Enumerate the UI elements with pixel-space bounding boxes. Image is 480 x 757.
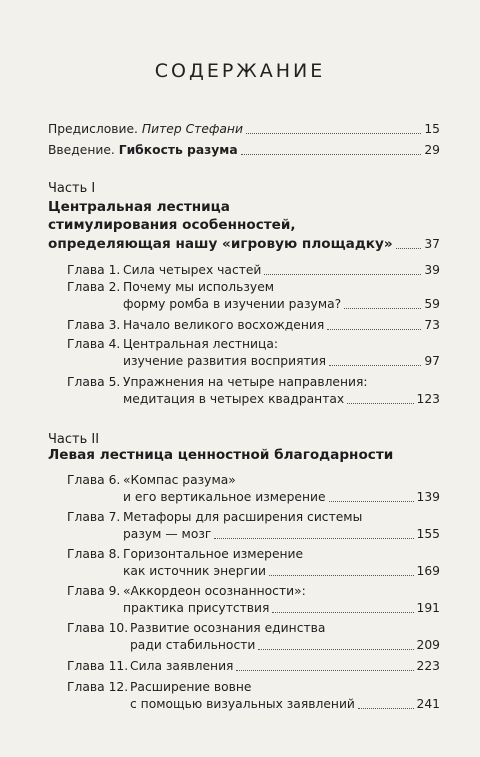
- chapter-number: Глава 4.: [67, 337, 121, 351]
- part-title: Левая лестница ценностной благодарности: [48, 447, 394, 463]
- chapter-number: Глава 11.: [67, 659, 129, 673]
- chapter-number: Глава 9.: [67, 584, 121, 598]
- leader-dots: [214, 537, 413, 539]
- chapter-title: форму ромба в изучении разума?: [123, 297, 342, 311]
- chapter-title: как источник энергии: [123, 564, 266, 578]
- chapter-title: Сила четырех частей: [123, 263, 262, 277]
- part-title-line: Центральная лестница: [48, 199, 230, 215]
- leader-dots: [264, 273, 421, 275]
- toc-entry-chapter-5[interactable]: [123, 392, 440, 407]
- chapter-title: изучение развития восприятия: [123, 354, 327, 368]
- toc-entry-chapter-3[interactable]: [123, 318, 440, 333]
- toc-entry-chapter-9[interactable]: [123, 601, 440, 616]
- leader-dots: [241, 153, 422, 155]
- leader-dots: [258, 648, 413, 650]
- part-title-line: определяющая нашу «игровую площадку»: [48, 236, 393, 252]
- toc-page-number: 139: [416, 490, 440, 504]
- leader-dots: [396, 247, 422, 249]
- chapter-number: Глава 2.: [67, 280, 121, 294]
- toc-entry-chapter-8[interactable]: [123, 564, 440, 579]
- toc-entry-label: Введение. Гибкость разума: [48, 143, 238, 157]
- leader-dots: [347, 402, 413, 404]
- toc-entry-chapter-10[interactable]: [130, 638, 440, 653]
- chapter-title: практика присутствия: [123, 601, 270, 615]
- chapter-title: разум — мозг: [123, 527, 212, 541]
- toc-page-number: 209: [416, 638, 440, 652]
- toc-page-number: 223: [416, 659, 440, 673]
- part-label: Часть II: [48, 432, 100, 447]
- toc-page-number: 59: [424, 297, 440, 311]
- chapter-title: Начало великого восхождения: [123, 318, 325, 332]
- toc-page-number: 37: [424, 237, 440, 251]
- toc-page-number: 123: [416, 392, 440, 406]
- chapter-title: и его вертикальное измерение: [123, 490, 326, 504]
- chapter-title: Почему мы используем: [123, 280, 275, 294]
- toc-page-number: 241: [416, 697, 440, 711]
- chapter-title: Центральная лестница:: [123, 337, 279, 351]
- toc-entry-chapter-7[interactable]: [123, 527, 440, 542]
- leader-dots: [358, 707, 414, 709]
- chapter-number: Глава 3.: [67, 318, 121, 332]
- toc-entry-chapter-1[interactable]: [123, 263, 440, 278]
- chapter-title: Расширение вовне: [130, 680, 252, 694]
- toc-entry-chapter-2[interactable]: [123, 297, 440, 312]
- chapter-title: Развитие осознания единства: [130, 621, 326, 635]
- toc-page-number: 39: [424, 263, 440, 277]
- chapter-number: Глава 8.: [67, 547, 121, 561]
- chapter-title: ради стабильности: [130, 638, 256, 652]
- toc-page-number: 15: [424, 122, 440, 136]
- toc-entry-label: Предисловие. Питер Стефани: [48, 122, 243, 136]
- chapter-number: Глава 7.: [67, 510, 121, 524]
- chapter-title: медитация в четырех квадрантах: [123, 392, 345, 406]
- leader-dots: [329, 364, 421, 366]
- toc-page-number: 29: [424, 143, 440, 157]
- contents-heading: СОДЕРЖАНИЕ: [154, 60, 326, 82]
- chapter-number: Глава 10.: [67, 621, 129, 635]
- leader-dots: [246, 132, 421, 134]
- toc-entry-chapter-11[interactable]: [130, 659, 440, 674]
- chapter-number: Глава 5.: [67, 375, 121, 389]
- toc-page-number: 169: [416, 564, 440, 578]
- leader-dots: [327, 328, 421, 330]
- chapter-title: с помощью визуальных заявлений: [130, 697, 355, 711]
- chapter-title: Сила заявления: [130, 659, 234, 673]
- leader-dots: [272, 611, 413, 613]
- toc-page-number: 191: [416, 601, 440, 615]
- chapter-title: «Компас разума»: [123, 473, 236, 487]
- part-label: Часть I: [48, 181, 96, 196]
- toc-entry-chapter-4[interactable]: [123, 354, 440, 369]
- leader-dots: [329, 500, 414, 502]
- toc-entry-chapter-12[interactable]: [130, 697, 440, 712]
- toc-page-number: 97: [424, 354, 440, 368]
- chapter-title: Метафоры для расширения системы: [123, 510, 363, 524]
- chapter-title: Упражнения на четыре направления:: [123, 375, 368, 389]
- toc-page-number: 155: [416, 527, 440, 541]
- chapter-number: Глава 1.: [67, 263, 121, 277]
- chapter-title: «Аккордеон осознанности»:: [123, 584, 306, 598]
- leader-dots: [269, 574, 414, 576]
- leader-dots: [344, 307, 421, 309]
- part-title-line: стимулирования особенностей,: [48, 217, 296, 233]
- toc-entry-introduction[interactable]: [48, 143, 440, 158]
- toc-page-number: 73: [424, 318, 440, 332]
- toc-entry-part-1[interactable]: [48, 237, 440, 252]
- leader-dots: [236, 669, 413, 671]
- chapter-number: Глава 6.: [67, 473, 121, 487]
- chapter-number: Глава 12.: [67, 680, 129, 694]
- toc-entry-foreword[interactable]: [48, 122, 440, 137]
- chapter-title: Горизонтальное измерение: [123, 547, 304, 561]
- toc-entry-chapter-6[interactable]: [123, 490, 440, 505]
